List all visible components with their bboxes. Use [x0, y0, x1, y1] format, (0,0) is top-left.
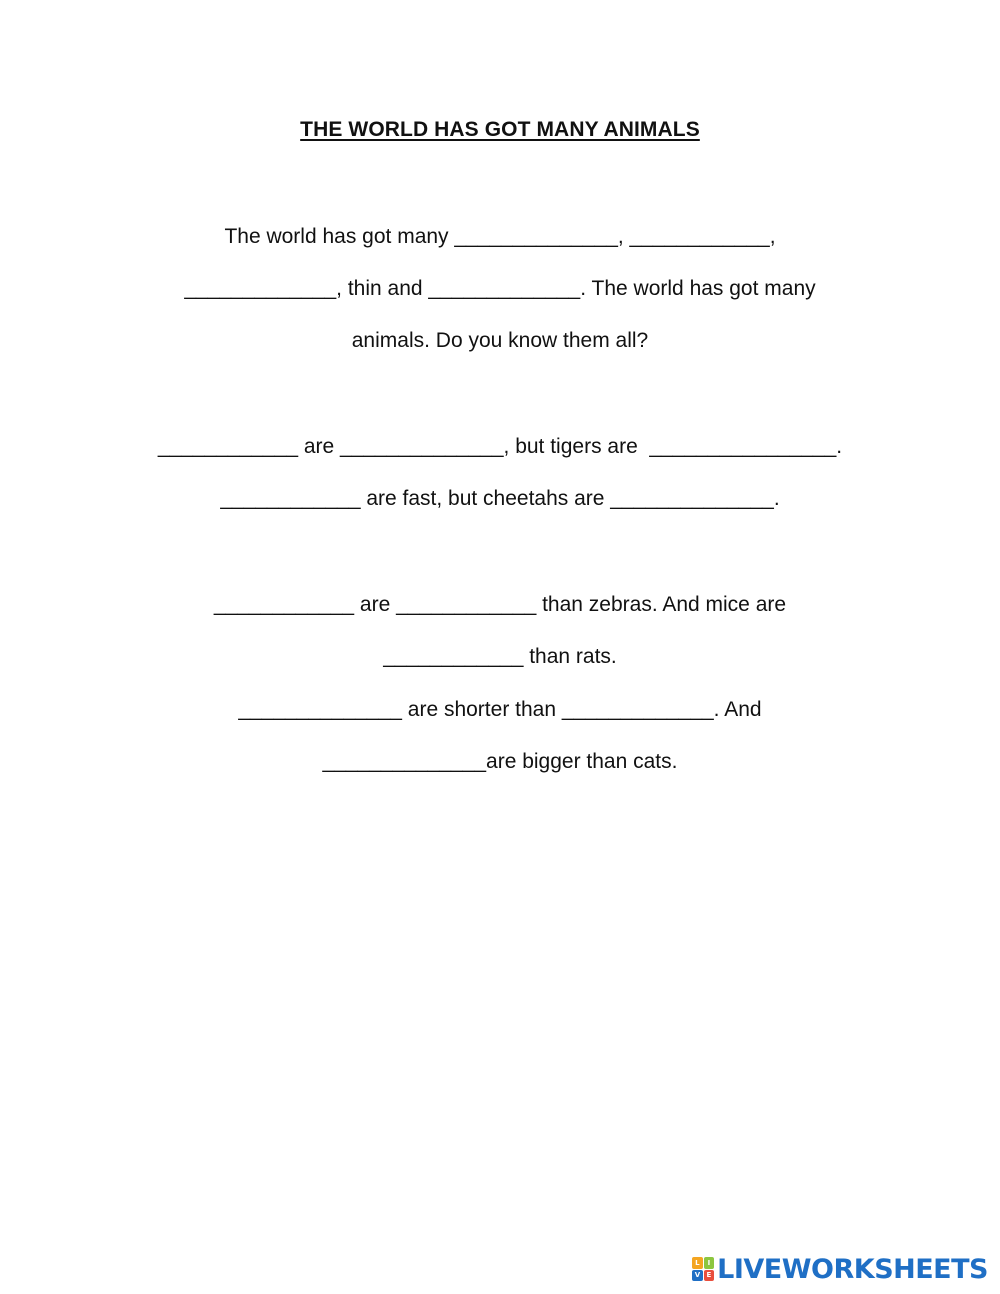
text-line: The world has got many ______________, ____________,: [224, 225, 776, 248]
text-line: ____________ are ______________, but tigers are ________________.: [157, 435, 843, 458]
worksheet-title: THE WORLD HAS GOT MANY ANIMALS: [300, 118, 700, 141]
text-line: _____________, thin and _____________. The world has got many: [184, 277, 816, 300]
logo-tile: V: [692, 1270, 703, 1282]
brand-name: LIVEWORKSHEETS: [717, 1253, 988, 1285]
text-line: animals. Do you know them all?: [351, 329, 649, 352]
logo-tile: E: [704, 1270, 715, 1282]
logo-tile: L: [692, 1257, 703, 1269]
text-line: ____________ are ____________ than zebras. And mice are: [213, 593, 787, 616]
text-line: ____________ are fast, but cheetahs are ______________.: [220, 487, 780, 510]
logo-tile: I: [704, 1257, 715, 1269]
text-line: ____________ than rats.: [383, 645, 617, 668]
liveworksheets-logo: [692, 1252, 988, 1286]
text-line: ______________ are shorter than _____________. And: [238, 698, 762, 721]
liveworksheets-logo-icon: [692, 1257, 714, 1281]
text-line: ______________are bigger than cats.: [322, 750, 678, 773]
